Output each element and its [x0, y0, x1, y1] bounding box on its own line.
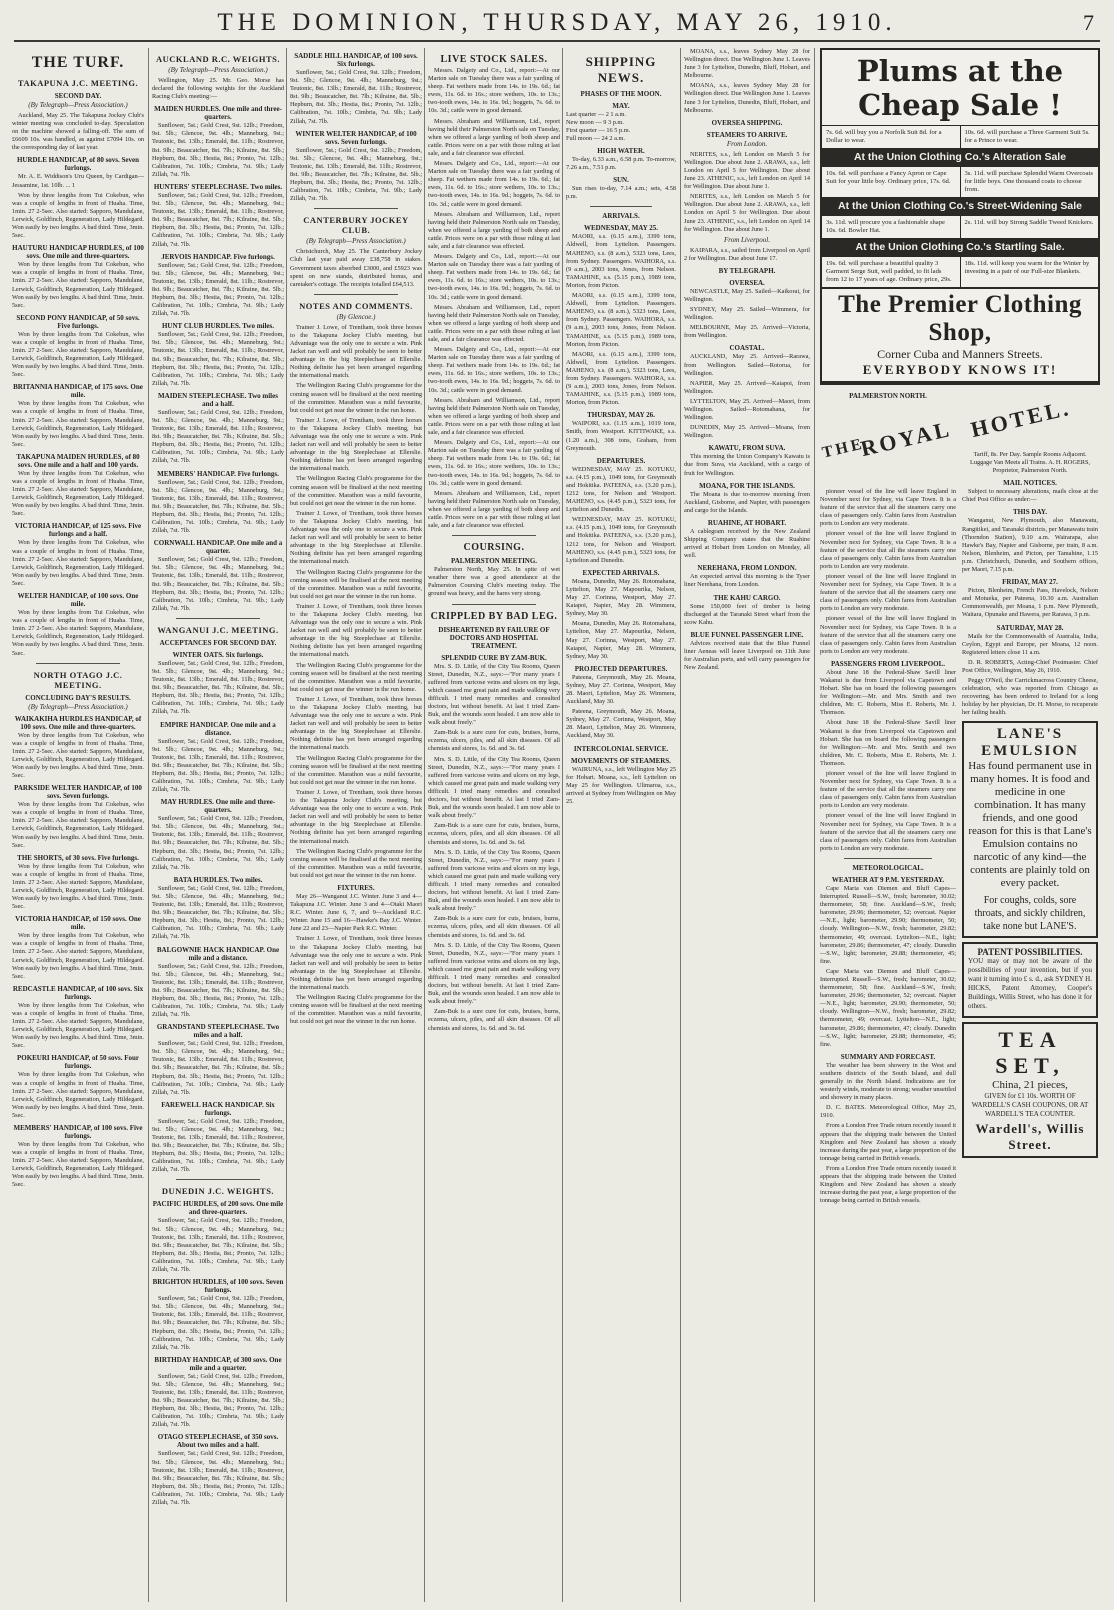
article-body: Messrs. Dalgety and Co., Ltd., report:—At our Marton sale on Tuesday there was a fair yarding of sheep. Fat wethers made from 14s. to 19s. 6d.; fat ewes, 11s. 6d. to 16s.; store wethers, 10s. to 13s.; two-tooth ewes, 14s. to 16s. 9d.; hoggets, 7s. 6d. to 10s. 3d.; cattle were in good demand.	[428, 346, 560, 394]
article-body: MOANA, s.s., leaves Sydney May 28 for Wellington direct. Due Wellington June 1. Leaves June 3 for Lyttelton, Dunedin, Bluff, Hobart, and Melbourne.	[684, 48, 810, 80]
advertisement-column	[820, 48, 1100, 1604]
article-body: Mrs. S. D. Little, of the City Tea Rooms, Queen Street, Dunedin, N.Z., says:—"For many years I suffered from varicose veins and ulcers on my legs, which caused me great pain and made walking very difficult. I tried many remedies and consulted doctors, but without benefit. At last I tried Zam-Buk, and the wounds soon healed. I am now able to walk about freely."	[428, 755, 560, 820]
section-heading: THE TURF.	[31, 54, 125, 71]
weights-list: Sunflower, 5st.; Gold Crest, 9st. 12lb.; Freedom, 9st. 5lb.; Glencoe, 9st. 4lb.; Manneburg, 9st.; Teutonic, 8st. 13lb.; Emerald, 8st. 11lb.; Rostrevor, 8st. 9lb.; Beaucatcher, 8st. 7lb.; Kilraine, 8st. 5lb.; Hepburn, 8st. 3lb.; Hestia, 8st.; Pronto, 7st. 12lb.; Calibration, 7st. 10lb.; Cimbria, 7st. 9lb.; Lady Zillah, 7st. 7lb.	[152, 1217, 284, 1274]
article-body: Cape Maria van Diemen and Bluff Capes—Interrupted. Russell—S.W., fresh; barometer, 30.02; thermometer, 58; fine. Auckland—S.W., fresh; barometer, 29.96; thermometer, 52; overcast. Napier—N.E., light; barometer, 29.90; thermometer, 50; cloudy. Wellington—N.W., fresh; barometer, 29.82; thermometer, 49; overcast. Lyttelton—N.E., light; barometer, 29.86; thermometer, 47; cloudy. Dunedin—S.W., light; barometer, 29.88; thermometer, 45; fine.	[820, 884, 956, 965]
article-body: Wellington, May 25. Mr. Geo. Morse has declared the following weights for the Auckland Racing Club's meeting:—	[152, 77, 284, 101]
byline: (By Telegraph—Press Association.)	[28, 101, 128, 109]
article-subheading: WEATHER AT 9 P.M. YESTERDAY.	[831, 875, 945, 884]
weights-list: Sunflower, 5st.; Gold Crest, 9st. 12lb.; Freedom, 9st. 5lb.; Glencoe, 9st. 4lb.; Manneburg, 9st.; Teutonic, 8st. 13lb.; Emerald, 8st. 11lb.; Rostrevor, 8st. 9lb.; Beaucatcher, 8st. 7lb.; Kilraine, 8st. 5lb.; Hepburn, 8st. 3lb.; Hestia, 8st.; Pronto, 7st. 12lb.; Calibration, 7st. 10lb.; Cimbria, 7st. 9lb.; Lady Zillah, 7st. 7lb.	[152, 261, 284, 318]
article-body: MAORI, s.s. (6.15 a.m.), 3399 tons, Aldwell, from Lyttelton. Passengers. MAHENO, s.s. (8 a.m.), 5323 tons, Lees, from Sydney. Passengers. WAIHORA, s.s. (9 a.m.), 2003 tons, Jones, from Nelson. TAMAHINE, s.s. (5.15 p.m.), 1989 tons, Morton, from Picton.	[566, 292, 676, 348]
ad-headline: LANE'S EMULSION	[981, 726, 1079, 760]
article-subheading: DEPARTURES.	[596, 456, 646, 465]
article-body: MOANA, s.s., leaves Sydney May 28 for Wellington direct. Due Wellington June 1. Leaves June 3 for Lyttelton, Dunedin, Bluff, Hobart, and Melbourne.	[684, 82, 810, 114]
ad-banner: At the Union Clothing Co.'s Street-Widening Sale	[822, 197, 1098, 215]
weights-list: Sunflower, 5st.; Gold Crest, 9st. 12lb.; Freedom, 9st. 5lb.; Glencoe, 9st. 4lb.; Manneburg, 9st.; Teutonic, 8st. 13lb.; Emerald, 8st. 11lb.; Rostrevor, 8st. 9lb.; Beaucatcher, 8st. 7lb.; Kilraine, 8st. 5lb.; Hepburn, 8st. 3lb.; Hestia, 8st.; Pronto, 7st. 12lb.; Calibration, 7st. 10lb.; Cimbria, 7st. 9lb.; Lady Zillah, 7st. 7lb.	[152, 962, 284, 1019]
article-body: NEWCASTLE, May 25. Sailed—Kaikorai, for Wellington.	[684, 287, 810, 303]
article-body: Won by three lengths from Tui Cokebun, who was a couple of lengths in front of Huaha. Time, 1min. 27 2-5sec. Also started: Sapporo, Mandulane, Lerwick, Goldfinch, Regeneration, Lady Hildegard. Won easily by two lengths. A bad third. Time, 3min. 5sec.	[12, 539, 144, 587]
ad-offer: 3s. 11d. will procure you a fashionable shape 10s. 6d. Bowler Hat.	[826, 219, 945, 234]
race-heading: WAIKAKIHA HURDLES HANDICAP, of 100 sovs. One mile and three-quarters.	[14, 714, 142, 731]
article-body: Won by three lengths from Tui Cokebun, who was a couple of lengths in front of Huaha. Time, 1min. 27 2-5sec. Also started: Sapporo, Mandulane, Lerwick, Goldfinch, Regeneration, Lady Hildegard. Won easily by two lengths. A bad third. Time, 3min. 5sec.	[12, 862, 144, 911]
ad-row	[822, 125, 1098, 148]
article-body: Zam-Buk is a sure cure for cuts, bruises, burns, eczema, ulcers, piles, and all skin diseases. Of all chemists and stores, 1s. 6d. and 3s. 6d.	[428, 1008, 560, 1032]
article-body: Won by three lengths from Tui Cokebun, who was a couple of lengths in front of Huaha. Time, 1min. 27 2-5sec. Also started: Sapporo, Mandulane, Lerwick, Goldfinch, Regeneration, Lady Hildegard. Won easily by two lengths. A bad third. Time, 3min. 5sec.	[12, 469, 144, 518]
ad-body: GIVEN for £1 10s. WORTH OF WARDELL'S CASH COUPONS, OR AT WARDELL'S TEA COUNTER.	[971, 1092, 1089, 1119]
divider	[590, 206, 652, 207]
article-subheading: FRIDAY, MAY 27.	[1002, 578, 1058, 587]
race-heading: MAIDEN STEEPLECHASE. Two miles and a half.	[158, 391, 278, 408]
article-body: NERITES, s.s., left London on March 5 for Wellington. Due about June 2. ARAWA, s.s., left London on April 5 for Wellington. Due about June 23. ATHENIC, s.s., left London on April 14 for Wellington. Due about June 1.	[684, 193, 810, 233]
tea-set-ad	[962, 1022, 1098, 1158]
article-subheading: WEDNESDAY, MAY 25.	[583, 224, 659, 233]
article-subheading: THIS DAY.	[1012, 508, 1048, 517]
race-heading: PACIFIC HURDLES, of 200 sovs. One mile and three-quarters.	[152, 1200, 284, 1217]
weights-list: Sunflower, 5st.; Gold Crest, 9st. 12lb.; Freedom, 9st. 5lb.; Glencoe, 9st. 4lb.; Manneburg, 9st.; Teutonic, 8st. 13lb.; Emerald, 8st. 11lb.; Rostrevor, 8st. 9lb.; Beaucatcher, 8st. 7lb.; Kilraine, 8st. 5lb.; Hepburn, 8st. 3lb.; Hestia, 8st.; Pronto, 7st. 12lb.; Calibration, 7st. 10lb.; Cimbria, 7st. 9lb.; Lady Zillah, 7st. 7lb.	[152, 478, 284, 535]
article-subheading: SPLENDID CURE BY ZAM-BUK.	[441, 653, 547, 662]
article-body: Sun rises to-day, 7.14 a.m.; sets, 4.58 p.m.	[566, 185, 676, 201]
article-body: Mrs. S. D. Little, of the City Tea Rooms, Queen Street, Dunedin, N.Z., says:—"For many years I suffered from varicose veins and ulcers on my legs, which caused me great pain and made walking very difficult. I tried many remedies and consulted doctors, but without benefit. At last I tried Zam-Buk, and the wounds soon healed. I am now able to walk about freely."	[428, 941, 560, 1006]
article-body: WEDNESDAY, MAY 25. KOTUKU, s.s. (4.15 p.m.), 1049 tons, for Greymouth and Hokitika. PATEENA, s.s. (3.20 p.m.), 1212 tons, for Nelson and Westport. MAHENO, s.s. (4.45 p.m.), 5323 tons, for Lyttelton and Dunedin.	[566, 516, 676, 564]
table-row: New moon — 9 3 p.m.	[566, 119, 624, 126]
ad-offer: 2s. 11d. will buy Strong Saddle Tweed Knickers.	[960, 216, 1099, 238]
hotel-word: HOTEL.	[968, 394, 1074, 443]
article-subheading: PALMERSTON MEETING.	[450, 557, 538, 566]
article-subheading: MOANA, FOR THE ISLANDS.	[699, 481, 795, 490]
article-subheading: INTERCOLONIAL SERVICE.	[573, 744, 669, 753]
divider	[314, 208, 398, 209]
race-heading: WINTER OATS. Six furlongs.	[172, 650, 264, 659]
race-heading: BALGOWNIE HACK HANDICAP. One mile and a distance.	[156, 945, 280, 962]
article-body: Moana, Dunedin, May 26. Rotomahana, Lyttelton, May 27. Mapourika, Nelson, May 27. Corinna, Westport, May 27. Kaiapoi, Napier, May 28. Wimmera, Sydney, May 30.	[566, 577, 676, 618]
race-heading: MEMBERS' HANDICAP, of 100 sovs. Five furlongs.	[13, 1123, 143, 1140]
column-oversea-shipping	[684, 48, 810, 1604]
article-body: The weather has been showery in the West and southern districts of the South Island, and dull generally in the North Island. Indications are for westerly winds, moderate to strong; weather unsettled and showery in many places.	[820, 1061, 956, 1102]
race-heading: EMPIRE HANDICAP. One mile and a distance.	[160, 720, 276, 737]
article-body: The Wellington Racing Club's programme for the coming season will be finalised at the next meeting of the committee. Marathon was a mild favourite, but could not get near the winner in the run home.	[290, 661, 422, 693]
ad-offer: 10s. 6d. will purchase a Fancy Apron or Cape Suit for your little boy. Ordinary price, 17s. 6d.	[826, 170, 951, 185]
article-body: Won by three lengths from Tui Cokebun, who was a couple of lengths in front of Huaha. Time, 1min. 27 2-5sec. Also started: Sapporo, Mandulane, Lerwick, Goldfinch, Regeneration, Lady Hildegard. Won easily by two lengths. A bad third. Time, 3min. 5sec.	[12, 801, 144, 849]
ad-offer: 10s. 6d. will purchase a Three Garment Suit 5s. for a Prince to wear.	[960, 126, 1099, 148]
table-row: First quarter — 16 5 p.m.	[566, 127, 631, 134]
byline: (By Telegraph—Press Association.)	[306, 237, 406, 246]
article-body: The Wellington Racing Club's programme for the coming season will be finalised at the next meeting of the committee. Marathon was a mild favourite, but could not get near the winner in the run home.	[290, 847, 422, 879]
hotel-word: THE	[820, 435, 867, 462]
article-subheading: CONCLUDING DAY'S RESULTS.	[25, 693, 131, 702]
article-subheading: HIGH WATER.	[597, 147, 645, 155]
article-body: The Wellington Racing Club's programme for the coming season will be finalised at the next meeting of the committee. Marathon was a mild favourite, but could not get near the winner in the run home.	[290, 568, 422, 600]
weights-list: Sunflower, 5st.; Gold Crest, 9st. 12lb.; Freedom, 9st. 5lb.; Glencoe, 9st. 4lb.; Manneburg, 9st.; Teutonic, 8st. 13lb.; Emerald, 8st. 11lb.; Rostrevor, 8st. 9lb.; Beaucatcher, 8st. 7lb.; Kilraine, 8st. 5lb.; Hepburn, 8st. 3lb.; Hestia, 8st.; Pronto, 7st. 12lb.; Calibration, 7st. 10lb.; Cimbria, 7st. 9lb.; Lady Zillah, 7st. 7lb.	[152, 659, 284, 716]
article-subheading: BLUE FUNNEL PASSENGER LINE.	[690, 630, 804, 639]
section-heading: SHIPPING NEWS.	[585, 54, 657, 85]
article-subheading: SECOND DAY.	[54, 92, 102, 100]
article-subheading: STEAMERS TO ARRIVE.	[706, 130, 788, 139]
weights-list: Sunflower, 5st.; Gold Crest, 9st. 12lb.; Freedom, 9st. 5lb.; Glencoe, 9st. 4lb.; Manneburg, 9st.; Teutonic, 8st. 13lb.; Emerald, 8st. 11lb.; Rostrevor, 8st. 9lb.; Beaucatcher, 8st. 7lb.; Kilraine, 8st. 5lb.; Hepburn, 8st. 3lb.; Hestia, 8st.; Pronto, 7st. 12lb.; Calibration, 7st. 10lb.; Cimbria, 7st. 9lb.; Lady Zillah, 7st. 7lb.	[290, 146, 422, 203]
article-body: Won by three lengths from Tui Cokebun, who was a couple of lengths in front of Huaha. Time, 1min. 27 2-5sec. Also started: Sapporo, Mandulane, Lerwick, Goldfinch, Regeneration, Lady Hildegard. Won easily by two lengths. A bad third. Time, 3min. 5sec.	[12, 731, 144, 780]
article-body: Palmerston North, May 25. In spite of wet weather there was a good attendance at the Palmerston Coursing Club's meeting today. The ground was heavy, and the hares very strong.	[428, 566, 560, 598]
divider	[452, 535, 536, 536]
article-body: Trainer J. Lowe, of Trentham, took three horses to the Takapuna Jockey Club's meeting, but Advantage was the only one to secure a win. Pink Jacket ran well and will probably be seen to better advantage in the big Steeplechase at Ellerslie. Nothing definite has yet been arranged regarding the international match.	[290, 788, 422, 845]
article-body: Won by three lengths from Tui Cokebun, who was a couple of lengths in front of Huaha. Time, 1min. 27 2-5sec. Also started: Sapporo, Mandulane, Lerwick, Goldfinch, Regeneration, Lady Hildegard. Won easily by two lengths. A bad third. Time, 3min. 5sec.	[12, 330, 144, 379]
article-subheading: NEREHANA, FROM LONDON.	[697, 564, 797, 573]
race-heading: WINTER WELTER HANDICAP, of 100 sovs. Seven furlongs.	[295, 129, 417, 146]
article-subheading: BY TELEGRAPH.	[718, 266, 776, 275]
column-racing-notes	[290, 48, 422, 1604]
column-livestock	[428, 48, 560, 1604]
article-body: pioneer vessel of the line will leave England in November next for Sydney, via Cape Town. It is a feature of the service that all the steamers carry one class of passengers only. Cabin fares from Australian ports to London are very moderate.	[820, 530, 956, 570]
column-rule	[680, 48, 681, 1602]
article-heading: CANTERBURY JOCKEY CLUB.	[303, 215, 409, 236]
article-body: Mails for the Commonwealth of Australia, India, Ceylon, Egypt and Europe, per Moana, 12 noon. Registered letters close 11 a.m.	[962, 632, 1098, 656]
weights-list: Sunflower, 5st.; Gold Crest, 9st. 12lb.; Freedom, 9st. 5lb.; Glencoe, 9st. 4lb.; Manneburg, 9st.; Teutonic, 8st. 13lb.; Emerald, 8st. 11lb.; Rostrevor, 8st. 9lb.; Beaucatcher, 8st. 7lb.; Kilraine, 8st. 5lb.; Hepburn, 8st. 3lb.; Hestia, 8st.; Pronto, 7st. 12lb.; Calibration, 7st. 10lb.; Cimbria, 7st. 9lb.; Lady Zillah, 7st. 7lb.	[152, 556, 284, 612]
divider	[36, 663, 120, 664]
weights-list: Sunflower, 5st.; Gold Crest, 9st. 12lb.; Freedom, 9st. 5lb.; Glencoe, 9st. 4lb.; Manneburg, 9st.; Teutonic, 8st. 13lb.; Emerald, 8st. 11lb.; Rostrevor, 8st. 9lb.; Beaucatcher, 8st. 7lb.; Kilraine, 8st. 5lb.; Hepburn, 8st. 3lb.; Hestia, 8st.; Pronto, 7st. 12lb.; Calibration, 7st. 10lb.; Cimbria, 7st. 9lb.; Lady Zillah, 7st. 7lb.	[152, 1117, 284, 1174]
column-rule	[424, 48, 425, 1602]
article-body: Won by three lengths from Tui Cokebun, who was a couple of lengths in front of Huaha. Time, 1min. 27 2-5sec. Also started: Sapporo, Mandulane, Lerwick, Goldfinch, Regeneration, Lady Hildegard. Won easily by two lengths. A bad third. Time, 3min. 5sec.	[12, 1001, 144, 1050]
race-heading: MAIDEN HURDLES. One mile and three-quarters.	[154, 105, 282, 122]
weights-list: Sunflower, 5st.; Gold Crest, 9st. 12lb.; Freedom, 9st. 5lb.; Glencoe, 9st. 4lb.; Manneburg, 9st.; Teutonic, 8st. 13lb.; Emerald, 8st. 11lb.; Rostrevor, 8st. 9lb.; Beaucatcher, 8st. 7lb.; Kilraine, 8st. 5lb.; Hepburn, 8st. 3lb.; Hestia, 8st.; Pronto, 7st. 12lb.; Calibration, 7st. 10lb.; Cimbria, 7st. 9lb.; Lady Zillah, 7st. 7lb.	[152, 884, 284, 941]
weights-list: Sunflower, 5st.; Gold Crest, 9st. 12lb.; Freedom, 9st. 5lb.; Glencoe, 9st. 4lb.; Manneburg, 9st.; Teutonic, 8st. 13lb.; Emerald, 8st. 11lb.; Rostrevor, 8st. 9lb.; Beaucatcher, 8st. 7lb.; Kilraine, 8st. 5lb.; Hepburn, 8st. 3lb.; Hestia, 8st.; Pronto, 7st. 12lb.; Calibration, 7st. 10lb.; Cimbria, 7st. 9lb.; Lady Zillah, 7st. 7lb.	[152, 815, 284, 871]
article-subheading: DISHEARTENED BY FAILURE OF DOCTORS AND HOSPITAL TREATMENT.	[438, 625, 550, 650]
race-heading: MAY HURDLES. One mile and three-quarters.	[160, 798, 276, 815]
article-body: WEDNESDAY, MAY 25. KOTUKU, s.s. (4.15 p.m.), 1049 tons, for Greymouth and Hokitika. PATEENA, s.s. (3.20 p.m.), 1212 tons, for Nelson and Westport. MAHENO, s.s. (4.45 p.m.), 5323 tons, for Lyttelton and Dunedin.	[566, 465, 676, 514]
article-body: pioneer vessel of the line will leave England in November next for Sydney, via Cape Town. It is a feature of the service that all the steamers carry one class of passengers only. Cabin fares from Australian ports to London are very moderate.	[820, 770, 956, 810]
race-heading: VICTORIA HANDICAP, of 150 sovs. One mile.	[15, 915, 141, 932]
race-heading: REDCASTLE HANDICAP, of 100 sovs. Six furlongs.	[12, 984, 144, 1001]
article-body: Won by three lengths from Tui Cokebun, who was a couple of lengths in front of Huaha. Time, 1min. 27 2-5sec. Also started: Sapporo, Mandulane, Lerwick, Goldfinch, Regeneration, Lady Hildegard. Won easily by two lengths. A bad third. Time, 3min. 5sec.	[12, 261, 144, 309]
article-body: The Wellington Racing Club's programme for the coming season will be finalised at the next meeting of the committee. Marathon was a mild favourite, but could not get near the winner in the run home.	[290, 994, 422, 1026]
race-heading: BRITANNIA HANDICAP, of 175 sovs. One mile.	[13, 383, 143, 400]
article-body: MAORI, s.s. (6.15 a.m.), 3399 tons, Aldwell, from Lyttelton. Passengers. MAHENO, s.s. (8 a.m.), 5323 tons, Lees, from Sydney. Passengers. WAIHORA, s.s. (9 a.m.), 2003 tons, Jones, from Nelson. TAMAHINE, s.s. (5.15 p.m.), 1989 tons, Morton, from Picton.	[566, 350, 676, 407]
article-body: DUNEDIN, May 25. Arrived—Moana, from Wellington.	[684, 424, 810, 440]
article-body: LYTTELTON, May 25. Arrived—Maori, from Wellington. Sailed—Rotomahana, for Wellington.	[684, 397, 810, 422]
article-subheading: METEOROLOGICAL.	[852, 863, 924, 872]
race-heading: WELTER HANDICAP, of 100 sovs. One mile.	[17, 592, 139, 609]
shop-slogan: EVERYBODY KNOWS IT!	[822, 362, 1098, 383]
lanes-emulsion-ad	[962, 721, 1098, 938]
ad-body: Has found permanent use in many homes. It is food and medicine in one combination. It has many friends, and one good reason for this is that Lane's Emulsion contains no narcotic of any kind—the contents are plainly told on every packet.	[968, 760, 1092, 890]
article-body: Peggy O'Neil, the Carrickmacross Country Cheese, celebration, who was reported from Chicago as recovering, has been ordered to Ireland for a long holiday by her physician, Dr. H. Morse, to recuperate her failing health.	[962, 676, 1098, 717]
article-body: Zam-Buk is a sure cure for cuts, bruises, burns, eczema, ulcers, piles, and all skin diseases. Of all chemists and stores, 1s. 6d. and 3s. 6d.	[428, 915, 560, 939]
ad-headline: TEA SET,	[995, 1027, 1065, 1079]
ad-offer: 7s. 6d. will buy you a Norfolk Suit 8d. for a Dollar to wear.	[826, 129, 942, 144]
race-heading: CORNWALL HANDICAP. One mile and a quarter.	[153, 539, 283, 556]
article-body: AUCKLAND, May 25. Arrived—Rarawa, from Wellington. Sailed—Rotorua, for Wellington.	[684, 353, 810, 377]
article-signoff: D. R. ROBERTS, Acting-Chief Postmaster. Chief Post Office, Wellington, May 26, 1910.	[962, 658, 1098, 674]
weights-list: Sunflower, 5st.; Gold Crest, 9st. 12lb.; Freedom, 9st. 5lb.; Glencoe, 9st. 4lb.; Manneburg, 9st.; Teutonic, 8st. 13lb.; Emerald, 8st. 11lb.; Rostrevor, 8st. 9lb.; Beaucatcher, 8st. 7lb.; Kilraine, 8st. 5lb.; Hepburn, 8st. 3lb.; Hestia, 8st.; Pronto, 7st. 12lb.; Calibration, 7st. 10lb.; Cimbria, 7st. 9lb.; Lady Zillah, 7st. 7lb.	[152, 191, 284, 248]
column-rule	[148, 48, 149, 1602]
race-heading: BIRTHDAY HANDICAP, of 300 sovs. One mile and a quarter.	[154, 1355, 282, 1372]
article-body: pioneer vessel of the line will leave England in November next for Sydney, via Cape Town. It is a feature of the service that all the steamers carry one class of passengers only. Cabin fares from Australian ports to London are very moderate.	[820, 812, 956, 852]
divider	[844, 858, 932, 859]
article-subheading: MOVEMENTS OF STEAMERS.	[571, 756, 671, 765]
article-body: Messrs. Abraham and Williamson, Ltd., report having held their Palmerston North sale on Tuesday, when we offered a large yarding of both sheep and cattle. Prices were on a par with those ruling at last sale, and a fair clearance was effected.	[428, 396, 560, 437]
article-subheading: RUAHINE, AT HOBART.	[707, 518, 787, 527]
divider	[176, 1179, 260, 1180]
article-heading: AUCKLAND R.C. WEIGHTS.	[156, 54, 280, 64]
shop-address: Corner Cuba and Manners Streets.	[877, 347, 1043, 361]
article-body: Advices received state that the Blue Funnel liner Aeneas will leave Liverpool on 11th June for Australian ports, and will carry passengers for New Zealand.	[684, 639, 810, 672]
article-body: Subject to necessary alterations, mails close at the Chief Post Office as under:—	[962, 488, 1098, 504]
patent-ad	[962, 942, 1098, 1018]
article-subheading: PASSENGERS FROM LIVERPOOL.	[830, 659, 946, 668]
article-body: WAIPORI, s.s. (1.15 a.m.), 1019 tons, Smith, from Westport. KITTIWAKE, s.s. (1.20 a.m.), 308 tons, Graham, from Greymouth.	[566, 420, 676, 452]
ad-headline: PATENT POSSIBILITIES.	[977, 947, 1083, 958]
article-body: Won by three lengths from Tui Cokebun, who was a couple of lengths in front of Huaha. Time, 1min. 27 2-5sec. Also started: Sapporo, Mandulane, Lerwick, Goldfinch, Regeneration, Lady Hildegard. Won easily by two lengths. A bad third. Time, 3min. 5sec.	[12, 932, 144, 980]
weights-list: Sunflower, 5st.; Gold Crest, 9st. 12lb.; Freedom, 9st. 5lb.; Glencoe, 9st. 4lb.; Manneburg, 9st.; Teutonic, 8st. 13lb.; Emerald, 8st. 11lb.; Rostrevor, 8st. 9lb.; Beaucatcher, 8st. 7lb.; Kilraine, 8st. 5lb.; Hepburn, 8st. 3lb.; Hestia, 8st.; Pronto, 7st. 12lb.; Calibration, 7st. 10lb.; Cimbria, 7st. 9lb.; Lady Zillah, 7st. 7lb.	[152, 1295, 284, 1351]
article-subheading: SATURDAY, MAY 28.	[996, 623, 1064, 632]
ad-headline: Plums at the Cheap Sale !	[856, 54, 1064, 122]
article-body: An expected arrival this morning is the Tyser liner Nerehana, from London.	[684, 573, 810, 589]
fixtures-list: May 26—Wanganui J.C. Winter. June 3 and 4—Takapuna J.C. Winter. June 3 and 4—Otaki Maori R.C. Winter. June 6, 7, and 9—Auckland R.C. Winter. June 15 and 16—Hawke's Bay J.C. Winter. June 22 and 23—Napier Park R.C. Winter.	[290, 892, 422, 933]
article-body: Trainer J. Lowe, of Trentham, took three horses to the Takapuna Jockey Club's meeting, but Advantage was the only one to secure a win. Pink Jacket ran well and will probably be seen to better advantage in the big Steeplechase at Ellerslie. Nothing definite has yet been arranged regarding the international match.	[290, 416, 422, 473]
article-subheading: SUN.	[613, 176, 629, 185]
article-heading: DUNEDIN J.C. WEIGHTS.	[161, 1186, 275, 1197]
race-heading: HURDLE HANDICAP, of 80 sovs. Seven furlongs.	[16, 156, 140, 173]
shop-block	[822, 287, 1098, 383]
ad-banner: At the Union Clothing Co.'s Alteration Sale	[822, 148, 1098, 166]
article-body: Mrs. S. D. Little, of the City Tea Rooms, Queen Street, Dunedin, N.Z., says:—"For many years I suffered from varicose veins and ulcers on my legs, which caused me great pain and made walking very difficult. I tried many remedies and consulted doctors, but without benefit. At last I tried Zam-Buk, and the wounds soon healed. I am now able to walk about freely."	[428, 662, 560, 727]
byline: (By Telegraph—Press Association.)	[28, 702, 128, 711]
article-subheading: From London.	[726, 139, 768, 148]
divider	[176, 618, 260, 619]
byline: (By Glencoe.)	[336, 312, 376, 321]
divider	[452, 604, 536, 605]
race-heading: HUNTERS' STEEPLECHASE. Two miles.	[153, 182, 283, 191]
article-body: Won by three lengths from Tui Cokebun, who was a couple of lengths in front of Huaha. Time, 1min. 27 2-5sec. Also started: Sapporo, Mandulane, Lerwick, Goldfinch, Regeneration, Lady Hildegard. Won easily by two lengths. A bad third. Time, 3min. 5sec.	[12, 191, 144, 240]
hotel-info: Tariff, 8s. Per Day. Sample Rooms Adjacent. Luggage Van Meets all Trains. A. H. ROGERS, Proprietor, Palmerston North.	[969, 451, 1091, 475]
article-body: KAIPARA, s.s., sailed from Liverpool on April 2 for Wellington. Due about June 17.	[684, 246, 810, 262]
article-body: Trainer J. Lowe, of Trentham, took three horses to the Takapuna Jockey Club's meeting, but Advantage was the only one to secure a win. Pink Jacket ran well and will probably be seen to better advantage in the big Steeplechase at Ellerslie. Nothing definite has yet been arranged regarding the international match.	[290, 602, 422, 659]
article-body: To-day, 6.33 a.m., 6.58 p.m. To-morrow, 7.26 a.m., 7.51 p.m.	[566, 156, 676, 172]
race-heading: GRANDSTAND STEEPLECHASE. Two miles and a half.	[156, 1023, 280, 1040]
article-body: Messrs. Dalgety and Co., Ltd., report:—At our Marton sale on Tuesday there was a fair yarding of sheep. Fat wethers made from 14s. to 19s. 6d.; fat ewes, 11s. 6d. to 16s.; store wethers, 10s. to 13s.; two-tooth ewes, 14s. to 16s. 9d.; hoggets, 7s. 6d. to 10s. 3d.; cattle were in good demand.	[428, 253, 560, 301]
ad-offer: 3s. 11d. will purchase Splendid Warm Overcoats for little boys. One thousand coats to choose from.	[960, 167, 1099, 197]
table-row: Full moon — 24 2 a.m.	[566, 135, 625, 142]
race-heading: BRIGHTON HURDLES, of 100 sovs. Seven furlongs.	[152, 1278, 284, 1295]
weights-list: Sunflower, 5st.; Gold Crest, 9st. 12lb.; Freedom, 9st. 5lb.; Glencoe, 9st. 4lb.; Manneburg, 9st.; Teutonic, 8st. 13lb.; Emerald, 8st. 11lb.; Rostrevor, 8st. 9lb.; Beaucatcher, 8st. 7lb.; Kilraine, 8st. 5lb.; Hepburn, 8st. 3lb.; Hestia, 8st.; Pronto, 7st. 12lb.; Calibration, 7st. 10lb.; Cimbria, 7st. 9lb.; Lady Zillah, 7st. 7lb.	[152, 408, 284, 465]
article-body: Won by three lengths from Tui Cokebun, who was a couple of lengths in front of Huaha. Time, 1min. 27 2-5sec. Also started: Sapporo, Mandulane, Lerwick, Goldfinch, Regeneration, Lady Hildegard. Won easily by two lengths. A bad third. Time, 3min. 5sec.	[12, 400, 144, 448]
article-body: pioneer vessel of the line will leave England in November next for Sydney, via Cape Town. It is a feature of the service that all the steamers carry one class of passengers only. Cabin fares from Australian ports to London are very moderate.	[820, 488, 956, 528]
article-heading: MAIL NOTICES.	[1003, 479, 1057, 488]
ad-row	[822, 215, 1098, 238]
hotel-word: ROYAL	[858, 415, 954, 462]
masthead	[14, 6, 1100, 42]
hotel-town: PALMERSTON NORTH.	[849, 392, 927, 400]
race-heading: POKEURI HANDICAP, of 50 sovs. Four furlongs.	[16, 1054, 140, 1071]
article-subheading: ARRIVALS.	[602, 212, 640, 221]
weights-list: Sunflower, 5st.; Gold Crest, 9st. 12lb.; Freedom, 9st. 5lb.; Glencoe, 9st. 4lb.; Manneburg, 9st.; Teutonic, 8st. 13lb.; Emerald, 8st. 11lb.; Rostrevor, 8st. 9lb.; Beaucatcher, 8st. 7lb.; Kilraine, 8st. 5lb.; Hepburn, 8st. 3lb.; Hestia, 8st.; Pronto, 7st. 12lb.; Calibration, 7st. 10lb.; Cimbria, 7st. 9lb.; Lady Zillah, 7st. 7lb.	[152, 331, 284, 387]
article-subheading: OVERSEA.	[729, 278, 765, 287]
ad-lower-area	[820, 389, 1100, 1539]
article-heading: NORTH OTAGO J.C. MEETING.	[33, 669, 123, 690]
article-subheading: PHASES OF THE MOON.	[580, 90, 662, 98]
article-subheading: FIXTURES.	[337, 883, 375, 892]
article-body: Trainer J. Lowe, of Trentham, took three horses to the Takapuna Jockey Club's meeting, but Advantage was the only one to secure a win. Pink Jacket ran well and will probably be seen to better advantage in the big Steeplechase at Ellerslie. Nothing definite has yet been arranged regarding the international match.	[290, 695, 422, 752]
article-body: The Wellington Racing Club's programme for the coming season will be finalised at the next meeting of the committee. Marathon was a mild favourite, but could not get near the winner in the run home.	[290, 382, 422, 414]
article-heading: LIVE STOCK SALES.	[440, 54, 548, 65]
weights-list: Sunflower, 5st.; Gold Crest, 9st. 12lb.; Freedom, 9st. 5lb.; Glencoe, 9st. 4lb.; Manneburg, 9st.; Teutonic, 8st. 13lb.; Emerald, 8st. 11lb.; Rostrevor, 8st. 9lb.; Beaucatcher, 8st. 7lb.; Kilraine, 8st. 5lb.; Hepburn, 8st. 3lb.; Hestia, 8st.; Pronto, 7st. 12lb.; Calibration, 7st. 10lb.; Cimbria, 7st. 9lb.; Lady Zillah, 7st. 7lb.	[152, 1450, 284, 1506]
race-heading: THE SHORTS, of 30 sovs. Five furlongs.	[17, 853, 139, 862]
article-body: Won by three lengths from Tui Cokebun, who was a couple of lengths in front of Huaha. Time, 1min. 27 2-5sec. Also started: Sapporo, Mandulane, Lerwick, Goldfinch, Regeneration, Lady Hildegard. Won easily by two lengths. A bad third. Time, 3min. 5sec.	[12, 1071, 144, 1119]
article-body: About June 18 the Federal-Shaw Savill liner Wakanui is due from Liverpool via Capetown and Hobart. She has on board the following passengers for Wellington:—Mr. and Mrs. Smith and two children, Mr. C. Roberts, Miss E. Roberts, Mr. J. Thomson.	[820, 719, 956, 767]
article-body: Christchurch, May 25. The Canterbury Jockey Club last year paid away £38,758 in stakes. Government taxes absorbed £3000, and £5923 was spent on new stands, distributed bonus, and caretaker's cottage. The receipts totalled £64,513.	[290, 248, 422, 288]
article-heading: TAKAPUNA J.C. MEETING.	[17, 78, 139, 88]
article-subheading: COASTAL.	[729, 344, 765, 353]
article-body: Messrs. Abraham and Williamson, Ltd., report having held their Palmerston North sale on Tuesday, when we offered a large yarding of both sheep and cattle. Prices were on a par with those ruling at last sale, and a fair clearance was effected.	[428, 489, 560, 530]
article-body: Messrs. Abraham and Williamson, Ltd., report having held their Palmerston North sale on Tuesday, when we offered a large yarding of both sheep and cattle. Prices were on a par with those ruling at last sale, and a fair clearance was effected.	[428, 303, 560, 343]
article-body: NERITES, s.s., left London on March 5 for Wellington. Due about June 2. ARAWA, s.s., left London on April 5 for Wellington. Due about June 23. ATHENIC, s.s., left London on April 14 for Wellington. Due about June 1.	[684, 150, 810, 191]
article-body: pioneer vessel of the line will leave England in November next for Sydney, via Cape Town. It is a feature of the service that all the steamers carry one class of passengers only. Cabin fares from Australian ports to London are very moderate.	[820, 572, 956, 613]
race-heading: OTAGO STEEPLECHASE, of 350 sovs. About two miles and a half.	[157, 1433, 279, 1450]
article-body: Messrs. Dalgety and Co., Ltd., report:—At our Marton sale on Tuesday there was a fair yarding of sheep. Fat wethers made from 14s. to 19s. 6d.; fat ewes, 11s. 6d. to 16s.; store wethers, 10s. to 13s.; two-tooth ewes, 14s. to 16s. 9d.; hoggets, 7s. 6d. to 10s. 3d.; cattle were in good demand.	[428, 67, 560, 115]
race-heading: FAREWELL HACK HANDICAP. Six furlongs.	[161, 1100, 275, 1117]
article-body: MAORI, s.s. (6.15 a.m.), 3399 tons, Aldwell, from Lyttelton. Passengers. MAHENO, s.s. (8 a.m.), 5323 tons, Lees, from Sydney. Passengers. WAIHORA, s.s. (9 a.m.), 2003 tons, Jones, from Nelson. TAMAHINE, s.s. (5.15 p.m.), 1989 tons, Morton, from Picton.	[566, 233, 676, 289]
article-body: Messrs. Abraham and Williamson, Ltd., report having held their Palmerston North sale on Tuesday, when we offered a large yarding of both sheep and cattle. Prices were on a par with those ruling at last sale, and a fair clearance was effected.	[428, 117, 560, 157]
article-body: Some 150,000 feet of timber is being discharged at the Taranaki Street wharf from the scow Kahu.	[684, 602, 810, 626]
article-heading: COURSING.	[463, 542, 525, 554]
article-body: A cablegram received by the New Zealand Shipping Company states that the Ruahine arrived at Hobart from London on Monday, all well.	[684, 527, 810, 560]
article-body: Won by three lengths from Tui Cokebun, who was a couple of lengths in front of Huaha. Time, 1min. 27 2-5sec. Also started: Sapporo, Mandulane, Lerwick, Goldfinch, Regeneration, Lady Hildegard. Won easily by two lengths. A bad third. Time, 3min. 5sec.	[12, 1140, 144, 1189]
weights-list: Sunflower, 5st.; Gold Crest, 9st. 12lb.; Freedom, 9st. 5lb.; Glencoe, 9st. 4lb.; Manneburg, 9st.; Teutonic, 8st. 13lb.; Emerald, 8st. 11lb.; Rostrevor, 8st. 9lb.; Beaucatcher, 8st. 7lb.; Kilraine, 8st. 5lb.; Hepburn, 8st. 3lb.; Hestia, 8st.; Pronto, 7st. 12lb.; Calibration, 7st. 10lb.; Cimbria, 7st. 9lb.; Lady Zillah, 7st. 7lb.	[152, 737, 284, 794]
column-turf	[12, 48, 144, 1604]
race-heading: JERVOIS HANDICAP. Five furlongs.	[161, 252, 275, 261]
article-body: Trainer J. Lowe, of Trentham, took three horses to the Takapuna Jockey Club's meeting, but Advantage was the only one to secure a win. Pink Jacket ran well and will probably be seen to better advantage in the big Steeplechase at Ellerslie. Nothing definite has yet been arranged regarding the international match.	[290, 935, 422, 991]
article-body: Moana, Dunedin, May 26. Rotomahana, Lyttelton, May 27. Mapourika, Nelson, May 27. Corinna, Westport, May 27. Kaiapoi, Napier, May 28. Wimmera, Sydney, May 30.	[566, 620, 676, 660]
page-title: THE DOMINION, THURSDAY, MAY 26, 1910.	[217, 9, 897, 36]
article-body: Trainer J. Lowe, of Trentham, took three horses to the Takapuna Jockey Club's meeting, but Advantage was the only one to secure a win. Pink Jacket ran well and will probably be seen to better advantage in the big Steeplechase at Ellerslie. Nothing definite has yet been arranged regarding the international match.	[290, 509, 422, 566]
column-weights	[152, 48, 284, 1604]
article-signoff: D. C. BATES. Meteorological Office, May 25, 1910.	[820, 1104, 956, 1120]
race-heading: VICTORIA HANDICAP, of 125 sovs. Five furlongs and a half.	[14, 522, 142, 539]
article-subheading: MAY.	[612, 102, 630, 110]
ad-body: YOU may or may not be aware of the possibilities of your invention, but if you want it turning into £ s. d., ask SYDNEY H. HICKS, Patent Attorney, Cooper's Buildings, Willis Street, who has done it for others.	[968, 957, 1092, 1011]
article-body: Cape Maria van Diemen and Bluff Capes—Interrupted. Russell—S.W., fresh; barometer, 30.02; thermometer, 58; fine. Auckland—S.W., fresh; barometer, 29.96; thermometer, 52; overcast. Napier—N.E., light; barometer, 29.90; thermometer, 50; cloudy. Wellington—N.W., fresh; barometer, 29.82; thermometer, 49; overcast. Lyttelton—N.E., light; barometer, 29.86; thermometer, 47; cloudy. Dunedin—S.W., light; barometer, 29.88; thermometer, 45; fine.	[820, 967, 956, 1048]
article-subheading: OVERSEA SHIPPING.	[711, 118, 783, 127]
article-heading: CRIPPLED BY BAD LEG.	[430, 610, 558, 622]
column-rule	[814, 48, 815, 1602]
table-row: Last quarter — 2 1 a.m.	[566, 111, 626, 118]
race-heading: SADDLE HILL HANDICAP, of 100 sovs. Six furlongs.	[294, 52, 418, 68]
ad-offer: 18s. 11d. will keep you warm for the Winter by investing in a pair of our Full-size Blankets.	[960, 257, 1099, 287]
ad-offer: 19s. 6d. will purchase a beautiful quality 3 Garment Serge Suit, well padded, to fit lads from 12 to 17 years of age. Ordinary price, 29s.	[826, 260, 952, 283]
article-body: Zam-Buk is a sure cure for cuts, bruises, burns, eczema, ulcers, piles, and all skin diseases. Of all chemists and stores, 1s. 6d. and 3s. 6d.	[428, 822, 560, 846]
article-body: WAIRUNA, s.s., left Wellington May 25 for Hobart. Moana, s.s., left Lyttelton on May 25 for Wellington. Ulimaroa, s.s., arrived at Sydney from Wellington on May 25.	[566, 765, 676, 805]
column-shipping	[566, 48, 676, 1604]
article-body: Messrs. Dalgety and Co., Ltd., report:—At our Marton sale on Tuesday there was a fair yarding of sheep. Fat wethers made from 14s. to 19s. 6d.; fat ewes, 11s. 6d. to 16s.; store wethers, 10s. to 13s.; two-tooth ewes, 14s. to 16s. 9d.; hoggets, 7s. 6d. to 10s. 3d.; cattle were in good demand.	[428, 160, 560, 208]
article-body: pioneer vessel of the line will leave England in November next for Sydney, via Cape Town. It is a feature of the service that all the steamers carry one class of passengers only. Cabin fares from Australian ports to London are very moderate.	[820, 615, 956, 655]
article-body: This morning the Union Company's Kawatu is due from Suva, via Auckland, with a cargo of fruit for Wellington.	[684, 453, 810, 477]
article-body: From a London Free Trade return recently issued it appears that the shipping trade between the United Kingdom and New Zealand has shown a steady increase during the past year, a large proportion of the tonnage being carried in British vessels.	[820, 1164, 957, 1205]
ad-subheadline: China, 21 pieces,	[992, 1079, 1068, 1092]
race-heading: PARKSIDE WELTER HANDICAP, of 100 sovs. Seven furlongs.	[14, 784, 142, 801]
race-heading: TAKAPUNA MAIDEN HURDLES, of 80 sovs. One mile and a half and 100 yards.	[16, 452, 140, 469]
ad-body: For coughs, colds, sore throats, and sickly children, take none but LANE'S.	[974, 895, 1086, 933]
article-subheading: THE KAHU CARGO.	[713, 593, 781, 602]
race-heading: SECOND PONY HANDICAP, of 50 sovs. Five furlongs.	[16, 313, 140, 330]
article-body: Won by three lengths from Tui Cokebun, who was a couple of lengths in front of Huaha. Time, 1min. 27 2-5sec. Also started: Sapporo, Mandulane, Lerwick, Goldfinch, Regeneration, Lady Hildegard. Won easily by two lengths. A bad third. Time, 3min. 5sec.	[12, 609, 144, 657]
ad-row	[822, 166, 1098, 197]
article-body: The Wellington Racing Club's programme for the coming season will be finalised at the next meeting of the committee. Marathon was a mild favourite, but could not get near the winner in the run home.	[290, 754, 422, 786]
article-body: Pateena, Greymouth, May 26. Moana, Sydney, May 27. Corinna, Westport, May 28. Maori, Lyttelton, May 26. Wimmera, Auckland, May 30.	[566, 673, 676, 706]
article-subheading: From Liverpool.	[723, 235, 771, 244]
article-body: Trainer J. Lowe, of Trentham, took three horses to the Takapuna Jockey Club's meeting, but Advantage was the only one to secure a win. Pink Jacket ran well and will probably be seen to better advantage in the big Steeplechase at Ellerslie. Nothing definite has yet been arranged regarding the international match.	[290, 323, 422, 380]
article-heading: WANGANUI J.C. MEETING.	[157, 624, 279, 635]
article-subheading: SUMMARY AND FORECAST.	[840, 1052, 936, 1061]
article-body: Pateena, Greymouth, May 26. Moana, Sydney, May 27. Corinna, Westport, May 28. Maori, Lyttelton, May 26. Wimmera, Auckland, May 30.	[566, 708, 676, 740]
article-subheading: PROJECTED DEPARTURES.	[574, 664, 668, 673]
article-body: MELBOURNE, May 25. Arrived—Victoria, from Wellington.	[684, 324, 810, 340]
weights-list: Sunflower, 5st.; Gold Crest, 9st. 12lb.; Freedom, 9st. 5lb.; Glencoe, 9st. 4lb.; Manneburg, 9st.; Teutonic, 8st. 13lb.; Emerald, 8st. 11lb.; Rostrevor, 8st. 9lb.; Beaucatcher, 8st. 7lb.; Kilraine, 8st. 5lb.; Hepburn, 8st. 3lb.; Hestia, 8st.; Pronto, 7st. 12lb.; Calibration, 7st. 10lb.; Cimbria, 7st. 9lb.; Lady Zillah, 7st. 7lb.	[152, 1372, 284, 1429]
weights-list: Sunflower, 5st.; Gold Crest, 9st. 12lb.; Freedom, 9st. 5lb.; Glencoe, 9st. 4lb.; Manneburg, 9st.; Teutonic, 8st. 13lb.; Emerald, 8st. 11lb.; Rostrevor, 8st. 9lb.; Beaucatcher, 8st. 7lb.; Kilraine, 8st. 5lb.; Hepburn, 8st. 3lb.; Hestia, 8st.; Pronto, 7st. 12lb.; Calibration, 7st. 10lb.; Cimbria, 7st. 9lb.; Lady Zillah, 7st. 7lb.	[152, 122, 284, 178]
article-subheading: EXPECTED ARRIVALS.	[582, 568, 660, 577]
article-body: Wanganui, New Plymouth, also Manawatu, Rangitikei, and Taranaki districts, per Manawatu train (Thorndon Station), 9.10 a.m. Wairarapa, also Hawke's Bay, Napier and Gisborne, per train, 8 a.m. Nelson, Blenheim, and Picton, per Tamahine, 1.15 p.m. Christchurch, Dunedin, and Southern offices, per Maori, 7.15 p.m.	[962, 517, 1098, 574]
page-number: 7	[1083, 10, 1094, 35]
moon-table	[566, 111, 676, 143]
article-body: The Moana is due to-morrow morning from Auckland, Gisborne, and Napier, with passengers and cargo for the Islands.	[684, 490, 810, 514]
article-body: From a London Free Trade return recently issued it appears that the shipping trade between the United Kingdom and New Zealand has shown a steady increase during the past year, a large proportion of the tonnage being carried in British vessels.	[820, 1122, 957, 1162]
ad-signature: Wardell's, Willis Street.	[975, 1121, 1085, 1153]
article-body: Auckland, May 25. The Takapuna Jockey Club's winter meeting was concluded to-day. Speculation on the machine showed a falling-off. The sum of £6609 10s. was handled, as against £7094 10s. on the corresponding day of last year.	[12, 112, 144, 152]
ad-banner: At the Union Clothing Co.'s Startling Sale.	[822, 238, 1098, 256]
race-result: Mr. A. E. Widdison's Uru Queen, by Cardigan—Jessamine, 1st. 10lb. ... 1	[12, 173, 144, 189]
article-body: The Wellington Racing Club's programme for the coming season will be finalised at the next meeting of the committee. Marathon was a mild favourite, but could not get near the winner in the run home.	[290, 475, 422, 507]
race-heading: MEMBERS' HANDICAP. Five furlongs.	[157, 469, 279, 478]
divider	[314, 294, 398, 295]
article-subheading: THURSDAY, MAY 26.	[587, 411, 655, 420]
article-body: Picton, Blenheim, French Pass, Havelock, Nelson and Motueka, per Pateena, 10.30 a.m. Australian Commonwealth, per Moana, 1 p.m. New Plymouth, Waitara, Opunake and Hawera, per Rarawa, 3 p.m.	[962, 587, 1098, 619]
race-heading: HAUTURU HANDICAP HURDLES, of 100 sovs. One mile and three-quarters.	[12, 244, 144, 261]
article-heading: NOTES AND COMMENTS.	[299, 300, 413, 311]
union-clothing-ad	[820, 48, 1100, 385]
weights-list: Sunflower, 5st.; Gold Crest, 9st. 12lb.; Freedom, 9st. 5lb.; Glencoe, 9st. 4lb.; Manneburg, 9st.; Teutonic, 8st. 13lb.; Emerald, 8st. 11lb.; Rostrevor, 8st. 9lb.; Beaucatcher, 8st. 7lb.; Kilraine, 8st. 5lb.; Hepburn, 8st. 3lb.; Hestia, 8st.; Pronto, 7st. 12lb.; Calibration, 7st. 10lb.; Cimbria, 7st. 9lb.; Lady Zillah, 7st. 7lb.	[152, 1040, 284, 1096]
article-body: Messrs. Abraham and Williamson, Ltd., report having held their Palmerston North sale on Tuesday, when we offered a large yarding of both sheep and cattle. Prices were on a par with those ruling at last sale, and a fair clearance was effected.	[428, 210, 560, 250]
shop-name: The Premier Clothing Shop,	[838, 291, 1082, 346]
article-body: SYDNEY, May 25. Sailed—Wimmera, for Wellington.	[684, 306, 810, 322]
column-rule	[286, 48, 287, 1602]
race-heading: HUNT CLUB HURDLES. Two miles.	[161, 322, 275, 331]
ad-row	[822, 256, 1098, 287]
column-rule	[562, 48, 563, 1602]
article-body: Messrs. Dalgety and Co., Ltd., report:—At our Marton sale on Tuesday there was a fair yarding of sheep. Fat wethers made from 14s. to 19s. 6d.; fat ewes, 11s. 6d. to 16s.; store wethers, 10s. to 13s.; two-tooth ewes, 14s. to 16s. 9d.; hoggets, 7s. 6d. to 10s. 3d.; cattle were in good demand.	[428, 439, 560, 487]
byline: (By Telegraph—Press Association.)	[168, 66, 268, 74]
article-body: Mrs. S. D. Little, of the City Tea Rooms, Queen Street, Dunedin, N.Z., says:—"For many years I suffered from varicose veins and ulcers on my legs, which caused me great pain and made walking very difficult. I tried many remedies and consulted doctors, but without benefit. At last I tried Zam-Buk, and the wounds soon healed. I am now able to walk about freely."	[428, 848, 560, 913]
article-body: About June 18 the Federal-Shaw Savill liner Wakanui is due from Liverpool via Capetown and Hobart. She has on board the following passengers for Wellington:—Mr. and Mrs. Smith and two children, Mr. C. Roberts, Miss E. Roberts, Mr. J. Thomson.	[820, 668, 956, 717]
weights-list: Sunflower, 5st.; Gold Crest, 9st. 12lb.; Freedom, 9st. 5lb.; Glencoe, 9st. 4lb.; Manneburg, 9st.; Teutonic, 8st. 13lb.; Emerald, 8st. 11lb.; Rostrevor, 8st. 9lb.; Beaucatcher, 8st. 7lb.; Kilraine, 8st. 5lb.; Hepburn, 8st. 3lb.; Hestia, 8st.; Pronto, 7st. 12lb.; Calibration, 7st. 10lb.; Cimbria, 7st. 9lb.; Lady Zillah, 7st. 7lb.	[290, 69, 422, 125]
article-body: NAPIER, May 25. Arrived—Kaiapoi, from Wellington.	[684, 379, 810, 395]
article-subheading: ACCEPTANCES FOR SECOND DAY.	[159, 638, 277, 647]
article-subheading: KAWATU, FROM SUVA.	[708, 444, 786, 453]
article-body: Zam-Buk is a sure cure for cuts, bruises, burns, eczema, ulcers, piles, and all skin diseases. Of all chemists and stores, 1s. 6d. and 3s. 6d.	[428, 729, 560, 753]
race-heading: BATA HURDLES. Two miles.	[173, 875, 263, 884]
ad-subcolumn-right	[962, 389, 1098, 1158]
